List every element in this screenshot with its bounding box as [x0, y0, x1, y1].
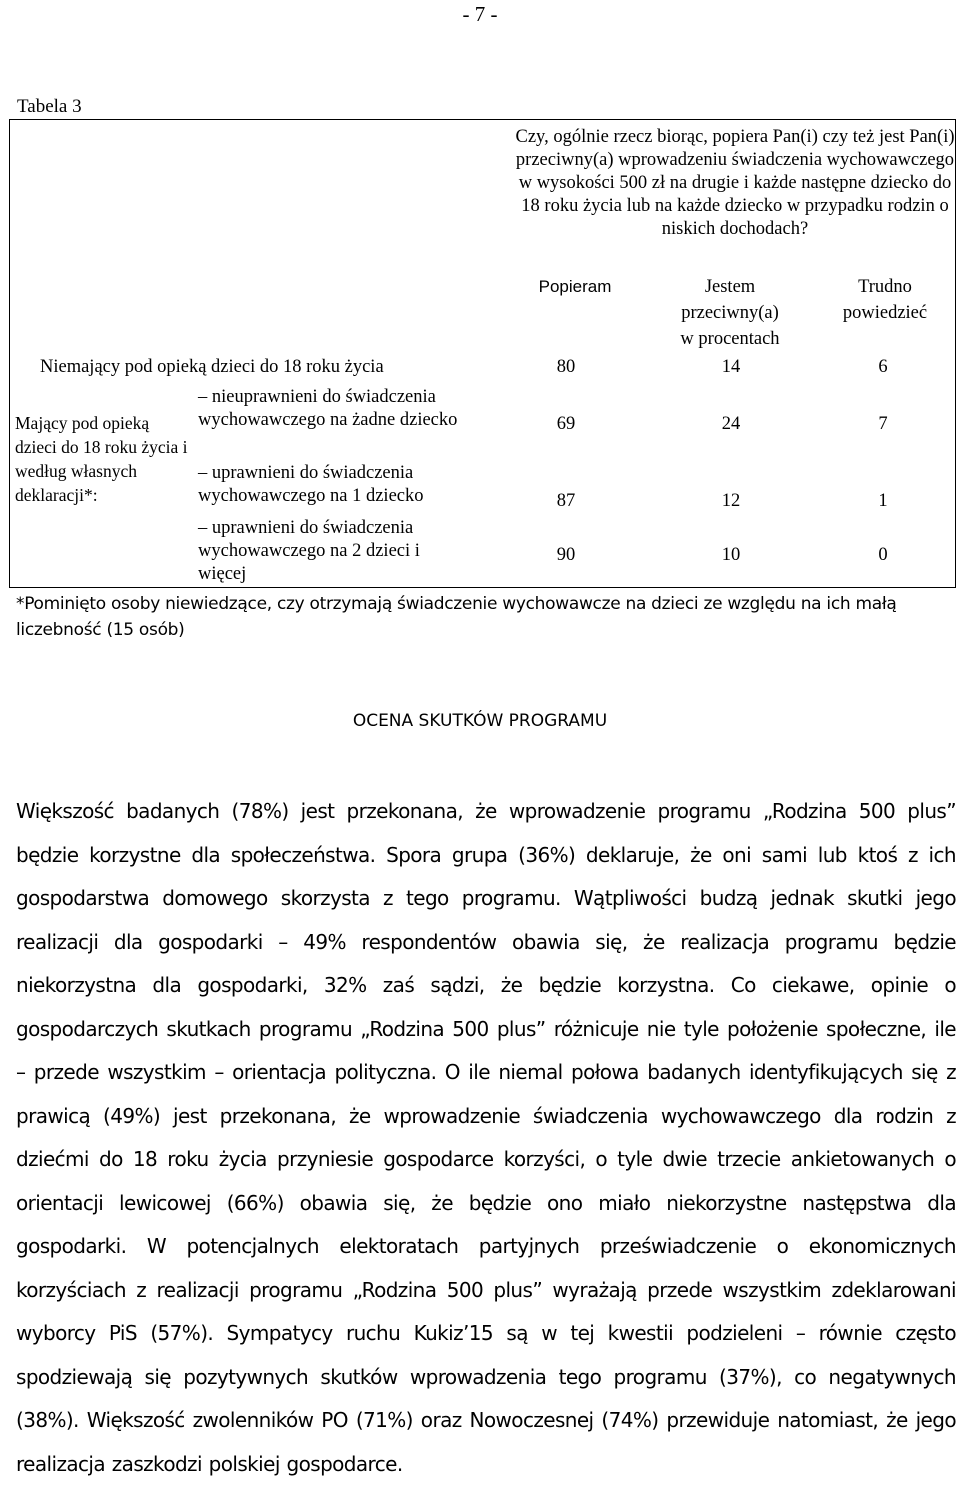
col-header-hard-to-say: Trudno powiedzieć [842, 277, 928, 323]
subrow-not-entitled-support: 69 [556, 414, 576, 434]
subrow-one-child-support: 87 [556, 491, 576, 511]
subrow-not-entitled-hard: 7 [878, 414, 888, 434]
subrow-two-children-hard: 0 [878, 545, 888, 565]
row-no-children-against: 14 [721, 357, 741, 377]
table-caption: Tabela 3 [17, 96, 82, 117]
row-no-children-hard: 6 [878, 357, 888, 377]
section-heading: OCENA SKUTKÓW PROGRAMU [352, 711, 608, 731]
subrow-one-child-label: – uprawnieni do świadczenia wychowawczego na 1 dziecko [198, 463, 424, 506]
row-no-children-support: 80 [556, 357, 576, 377]
subrow-two-children-label: – uprawnieni do świadczenia wychowawczego na 2 dzieci i więcej [198, 518, 420, 584]
row-no-children-label: Niemający pod opieką dzieci do 18 roku życia [40, 357, 384, 377]
group-label: Mający pod opieką dzieci do 18 roku życia i według własnych deklaracji*: [15, 413, 188, 505]
survey-table [9, 119, 956, 588]
table-footnote: *Pominięto osoby niewiedzące, czy otrzymają świadczenie wychowawcze na dzieci ze względu na ich małą liczebność (15 osób) [16, 594, 897, 640]
subrow-not-entitled-against: 24 [721, 414, 741, 434]
subrow-two-children-support: 90 [556, 545, 576, 565]
col-header-against: Jestem przeciwny(a) [681, 277, 779, 323]
subrow-two-children-against: 10 [721, 545, 741, 565]
col-header-support: Popieram [538, 277, 612, 296]
subrow-not-entitled-label: – nieuprawnieni do świadczenia wychowawczego na żadne dziecko [198, 387, 458, 430]
subrow-one-child-against: 12 [721, 491, 741, 511]
subrow-one-child-hard: 1 [878, 491, 888, 511]
unit-label: w procentach [680, 329, 780, 349]
table-question: Czy, ogólnie rzecz biorąc, popiera Pan(i) czy też jest Pan(i) przeciwny(a) wprowadzeniu świadczenia wychowawczego w wysokości 500 zł na drugie i każde następne dziecko do 18 roku życia lub na każde dziecko w przypadku rodzin o niskich dochodach? [515, 127, 955, 239]
page-number: - 7 - [462, 2, 498, 26]
body-paragraph: Większość badanych (78%) jest przekonana, że wprowadzenie programu „Rodzina 500 plus” będzie korzystne dla społeczeństwa. Spora grupa (36%) deklaruje, że oni sami lub ktoś z ich gospodarstwa domowego skorzysta z tego programu. Wątpliwości budzą jednak skutki jego realizacji dla gospodarki – 49% respondentów obawia się, że realizacja programu będzie niekorzystna dla gospodarki, 32% zaś sądzi, że będzie korzystna. Co ciekawe, opinie o gospodarczych skutkach programu „Rodzina 500 plus” różnicuje nie tyle położenie społeczne, ile – przede wszystkim – orientacja polityczna. O ile niemal połowa badanych identyfikujących się z prawicą (49%) jest przekonana, że wprowadzenie świadczenia wychowawczego dla rodzin z dziećmi do 18 roku życia przyniesie gospodarce korzyści, o tyle dwie trzecie ankietowanych o orientacji lewicowej (66%) obawia się, że będzie ono miało niekorzystne następstwa dla gospodarki. W potencjalnych elektoratach partyjnych przeświadczenie o ekonomicznych korzyściach z realizacji programu „Rodzina 500 plus” wyrażają przede wszystkim zdeklarowani wyborcy PiS (57%). Sympatycy ruchu Kukiz’15 są w tej kwestii podzieleni – równie często spodziewają się pozytywnych skutków wprowadzenia tego programu (37%), co negatywnych (38%). Większość zwolenników PO (71%) oraz Nowoczesnej (74%) przewiduje natomiast, że jego realizacja zaszkodzi polskiej gospodarce. [16, 799, 956, 1476]
